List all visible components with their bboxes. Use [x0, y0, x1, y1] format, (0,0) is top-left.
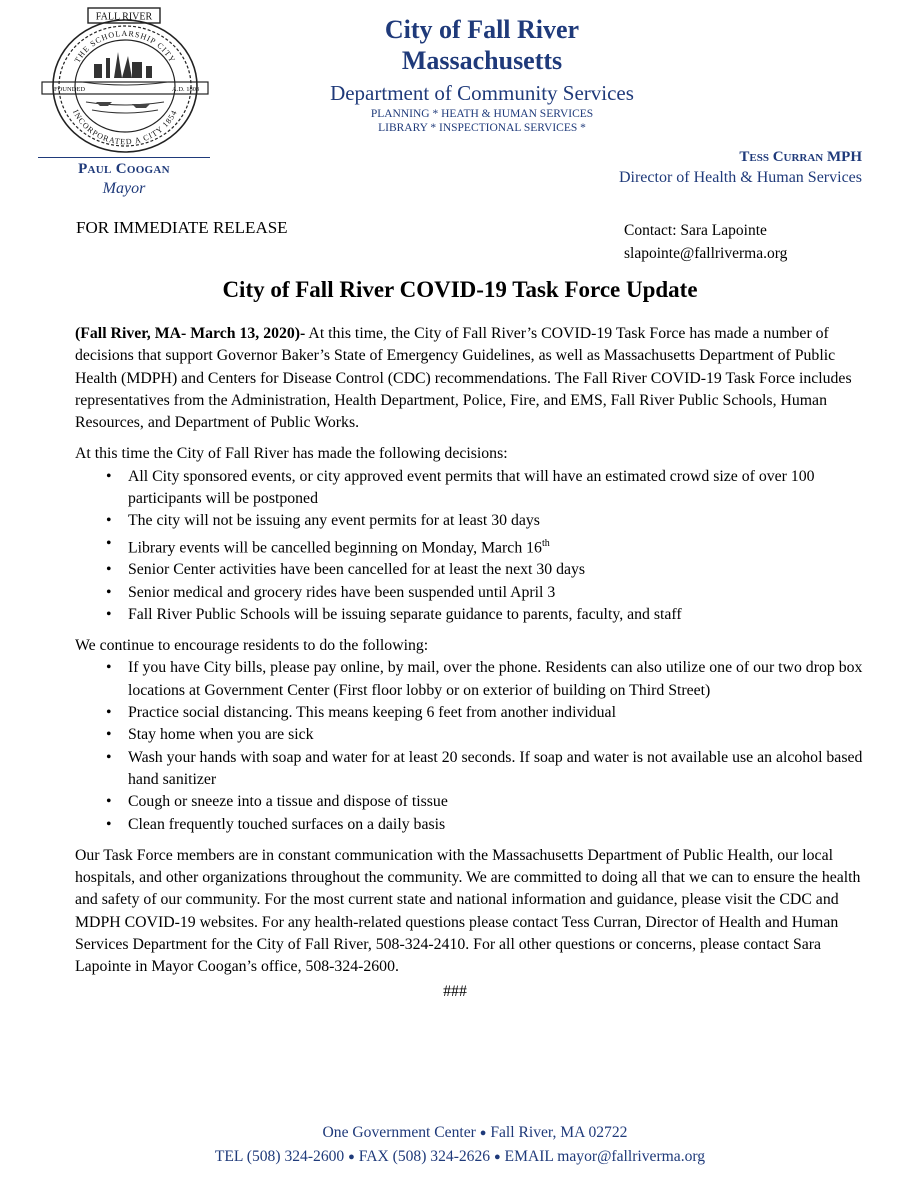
list-item: • All City sponsored events, or city approved event permits that will have an estimated crowd size of over 100 participants will be postponed — [75, 466, 865, 511]
bullet-separator: ● — [479, 1127, 487, 1139]
city-seal-logo — [36, 6, 214, 158]
divisions-line-2: LIBRARY * INSPECTIONAL SERVICES * — [378, 122, 586, 134]
intro-paragraph — [75, 323, 865, 434]
footer-city: Fall River, MA 02722 — [490, 1124, 628, 1141]
svg-text:FALL RIVER: FALL RIVER — [95, 11, 153, 23]
svg-text:THE SCHOLARSHIP CITY: THE SCHOLARSHIP CITY — [72, 28, 178, 65]
svg-text:INCORPORATED A CITY 1854: INCORPORATED A CITY 1854 — [71, 108, 179, 147]
list-item: • Clean frequently touched surfaces on a daily basis — [75, 814, 865, 836]
ordinal-suffix: th — [541, 537, 550, 549]
director-block — [619, 146, 862, 188]
list-item: • The city will not be issuing any event permits for at least 30 days — [75, 510, 865, 532]
end-mark: ### — [443, 982, 467, 1000]
list-item: • Wash your hands with soap and water for at least 20 seconds. If soap and water is not available use an alcohol based hand sanitizer — [75, 747, 865, 792]
decisions-lead: At this time the City of Fall River has made the following decisions: — [75, 445, 508, 463]
decisions-list — [75, 466, 865, 626]
list-item: • Senior Center activities have been cancelled for at least the next 30 days — [75, 559, 865, 581]
footer-fax: FAX (508) 324-2626 — [358, 1148, 491, 1165]
list-item: • Practice social distancing. This means keeping 6 feet from another individual — [75, 702, 865, 724]
svg-text:FOUNDED: FOUNDED — [54, 86, 86, 93]
list-item-text: Library events will be cancelled beginning on Monday, March 16 — [128, 538, 542, 556]
intro-text: At this time, the City of Fall River’s COVID-19 Task Force has made a number of decisions that support Governor Baker’s State of Emergency Guidelines, as well as Massachusetts Department of Public Health (MDPH) and Centers for Disease Control (CDC) recommendations. The Fall River COVID-19 Task Force includes representatives from the Administration, Health Department, Police, Fire, and EMS, Fall River Public Schools, Human Resources, and Department of Public Works. — [75, 325, 852, 432]
footer — [0, 1121, 920, 1169]
contact-email[interactable]: slapointe@fallriverma.org — [624, 245, 788, 262]
director-title: Director of Health & Human Services — [618, 169, 862, 186]
mayor-rule — [38, 157, 210, 158]
list-item: • If you have City bills, please pay online, by mail, over the phone. Residents can also utilize one of our two drop box locations at Government Center (First floor lobby or on exterior of building on Third Street) — [75, 657, 865, 702]
document-title: City of Fall River COVID-19 Task Force Update — [222, 277, 698, 302]
footer-address-line — [0, 1121, 920, 1145]
contact-block — [624, 219, 787, 265]
press-release-body — [75, 323, 865, 1003]
footer-address: One Government Center — [322, 1124, 476, 1141]
divisions-line-1: PLANNING * HEATH & HUMAN SERVICES — [370, 108, 594, 120]
director-name: Tess Curran MPH — [739, 149, 862, 165]
encourage-list — [75, 657, 865, 835]
mayor-name: Paul Coogan — [78, 161, 170, 177]
dateline: (Fall River, MA- March 13, 2020)- — [75, 325, 306, 342]
contact-name: Contact: Sara Lapointe — [624, 222, 767, 239]
footer-tel: TEL (508) 324-2600 — [214, 1148, 345, 1165]
svg-text:A.D. 1803: A.D. 1803 — [172, 86, 200, 93]
bullet-separator: ● — [348, 1151, 355, 1163]
list-item: • Stay home when you are sick — [75, 724, 865, 746]
letterhead-heading — [240, 14, 724, 135]
mayor-title: Mayor — [102, 180, 146, 197]
encourage-lead: We continue to encourage residents to do the following: — [75, 637, 429, 655]
state-name: Massachusetts — [401, 46, 563, 75]
department-name: Department of Community Services — [330, 81, 634, 105]
list-item: • Fall River Public Schools will be issuing separate guidance to parents, faculty, and staff — [75, 604, 865, 626]
closing-paragraph: Our Task Force members are in constant communication with the Massachusetts Department of Public Health, our local hospitals, and other organizations throughout the community. We are committed to doing all that we can to ensure the health and safety of our community. For the most current state and national information and guidance, please visit the CDC and MDPH COVID-19 websites. For any health-related questions please contact Tess Curran, Director of Health and Human Services Department for the City of Fall River, 508-324-2410. For all other questions or concerns, please contact Sara Lapointe in Mayor Coogan’s office, 508-324-2600. — [75, 846, 861, 976]
footer-contact-line — [0, 1145, 920, 1169]
release-label: FOR IMMEDIATE RELEASE — [76, 218, 288, 237]
list-item: • Cough or sneeze into a tissue and dispose of tissue — [75, 791, 865, 813]
mayor-block — [38, 159, 210, 199]
city-name: City of Fall River — [384, 15, 580, 44]
footer-email[interactable]: EMAIL mayor@fallriverma.org — [504, 1148, 706, 1165]
list-item — [75, 533, 865, 560]
bullet-separator: ● — [493, 1151, 501, 1163]
list-item: • Senior medical and grocery rides have been suspended until April 3 — [75, 582, 865, 604]
